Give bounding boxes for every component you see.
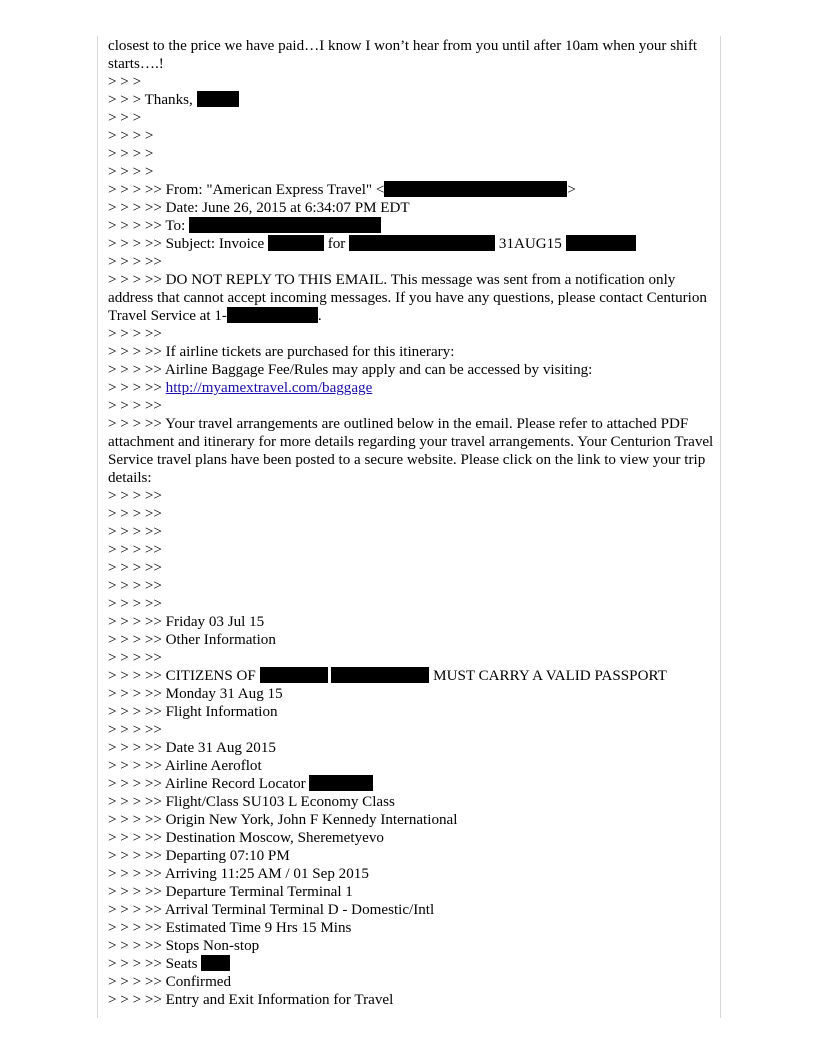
redaction — [331, 667, 429, 683]
subject-line — [108, 235, 714, 253]
do-not-reply-paragraph — [108, 271, 714, 325]
quote-line: > > > >> — [108, 254, 162, 270]
departure-terminal-line: > > > >> Departure Terminal Terminal 1 — [108, 884, 353, 900]
thanks-line — [108, 91, 714, 109]
locator-line — [108, 775, 714, 793]
baggage-line: > > > >> Airline Baggage Fee/Rules may apply and can be accessed by visiting: — [108, 362, 593, 378]
seats-line — [108, 955, 714, 973]
redaction — [260, 667, 328, 683]
arriving-line: > > > >> Arriving 11:25 AM / 01 Sep 2015 — [108, 866, 369, 882]
email-line-price: closest to the price we have paid…I know I won’t hear from you until after 10am when your shift starts….! — [108, 38, 698, 72]
quote-line: > > > >> — [108, 578, 162, 594]
link-line — [108, 379, 714, 397]
quote-line: > > > >> — [108, 560, 162, 576]
airline-tickets-line: > > > >> If airline tickets are purchased for this itinerary: — [108, 344, 455, 360]
seats-text: > > > >> Seats — [108, 956, 198, 972]
confirmed-line: > > > >> Confirmed — [108, 974, 232, 990]
quote-line: > > > >> — [108, 524, 162, 540]
quote-line: > > > > — [108, 146, 154, 162]
flight-date-line: > > > >> Date 31 Aug 2015 — [108, 740, 276, 756]
friday-line: > > > >> Friday 03 Jul 15 — [108, 614, 265, 630]
subject-for: for — [327, 236, 346, 252]
to-text: > > > >> To: — [108, 218, 186, 234]
period: . — [317, 308, 322, 324]
quote-line: > > > >> — [108, 650, 162, 666]
airline-line: > > > >> Airline Aeroflot — [108, 758, 262, 774]
link-prefix: > > > >> — [108, 380, 162, 396]
from-line — [108, 181, 714, 199]
baggage-link[interactable]: http://myamextravel.com/baggage — [165, 380, 373, 396]
quote-line: > > > >> — [108, 542, 162, 558]
quote-line: > > > >> — [108, 506, 162, 522]
email-body — [108, 37, 714, 1009]
quote-line: > > > — [108, 110, 142, 126]
other-info-line: > > > >> Other Information — [108, 632, 276, 648]
subject-date: 31AUG15 — [498, 236, 562, 252]
quote-line: > > > >> — [108, 326, 162, 342]
destination-line: > > > >> Destination Moscow, Sheremetyevo — [108, 830, 384, 846]
quote-line: > > > > — [108, 164, 154, 180]
stops-line: > > > >> Stops Non-stop — [108, 938, 260, 954]
to-line — [108, 217, 714, 235]
estimated-time-line: > > > >> Estimated Time 9 Hrs 15 Mins — [108, 920, 352, 936]
redaction — [566, 235, 636, 251]
redaction — [268, 235, 324, 251]
redaction — [189, 217, 381, 233]
quote-line: > > > >> — [108, 722, 162, 738]
thanks-text: > > > Thanks, — [108, 92, 193, 108]
entry-exit-line: > > > >> Entry and Exit Information for Travel — [108, 992, 394, 1008]
departing-line: > > > >> Departing 07:10 PM — [108, 848, 290, 864]
redaction — [227, 307, 318, 323]
quote-line: > > > >> — [108, 596, 162, 612]
flight-info-line: > > > >> Flight Information — [108, 704, 278, 720]
from-text: > > > >> From: "American Express Travel" < — [108, 182, 385, 198]
origin-line: > > > >> Origin New York, John F Kennedy International — [108, 812, 458, 828]
redaction — [197, 91, 239, 107]
flight-class-line: > > > >> Flight/Class SU103 L Economy Class — [108, 794, 395, 810]
subject-text: > > > >> Subject: Invoice — [108, 236, 265, 252]
quote-line: > > > — [108, 74, 142, 90]
quote-line: > > > >> — [108, 488, 162, 504]
citizens-line — [108, 667, 714, 685]
redaction — [349, 235, 495, 251]
passport-text: MUST CARRY A VALID PASSPORT — [433, 668, 667, 684]
citizens-text: > > > >> CITIZENS OF — [108, 668, 256, 684]
quote-line: > > > >> — [108, 398, 162, 414]
redaction — [309, 775, 373, 791]
arrival-terminal-line: > > > >> Arrival Terminal Terminal D - Domestic/Intl — [108, 902, 435, 918]
redaction — [201, 955, 230, 971]
do-not-reply-text: > > > >> DO NOT REPLY TO THIS EMAIL. This message was sent from a notification only address that cannot accept incoming messages. If you have any questions, please contact Centurion Travel Service at 1- — [108, 272, 707, 324]
from-end: > — [567, 182, 576, 198]
redaction — [384, 181, 567, 197]
monday-line: > > > >> Monday 31 Aug 15 — [108, 686, 283, 702]
locator-text: > > > >> Airline Record Locator — [108, 776, 306, 792]
quote-line: > > > > — [108, 128, 154, 144]
date-line: > > > >> Date: June 26, 2015 at 6:34:07 PM EDT — [108, 200, 410, 216]
arrangements-paragraph: > > > >> Your travel arrangements are outlined below in the email. Please refer to attached PDF attachment and itinerary for more details regarding your travel arrangements. Your Centurion Travel Service travel plans have been posted to a secure website. Please click on the link to view your trip details: — [108, 416, 714, 486]
